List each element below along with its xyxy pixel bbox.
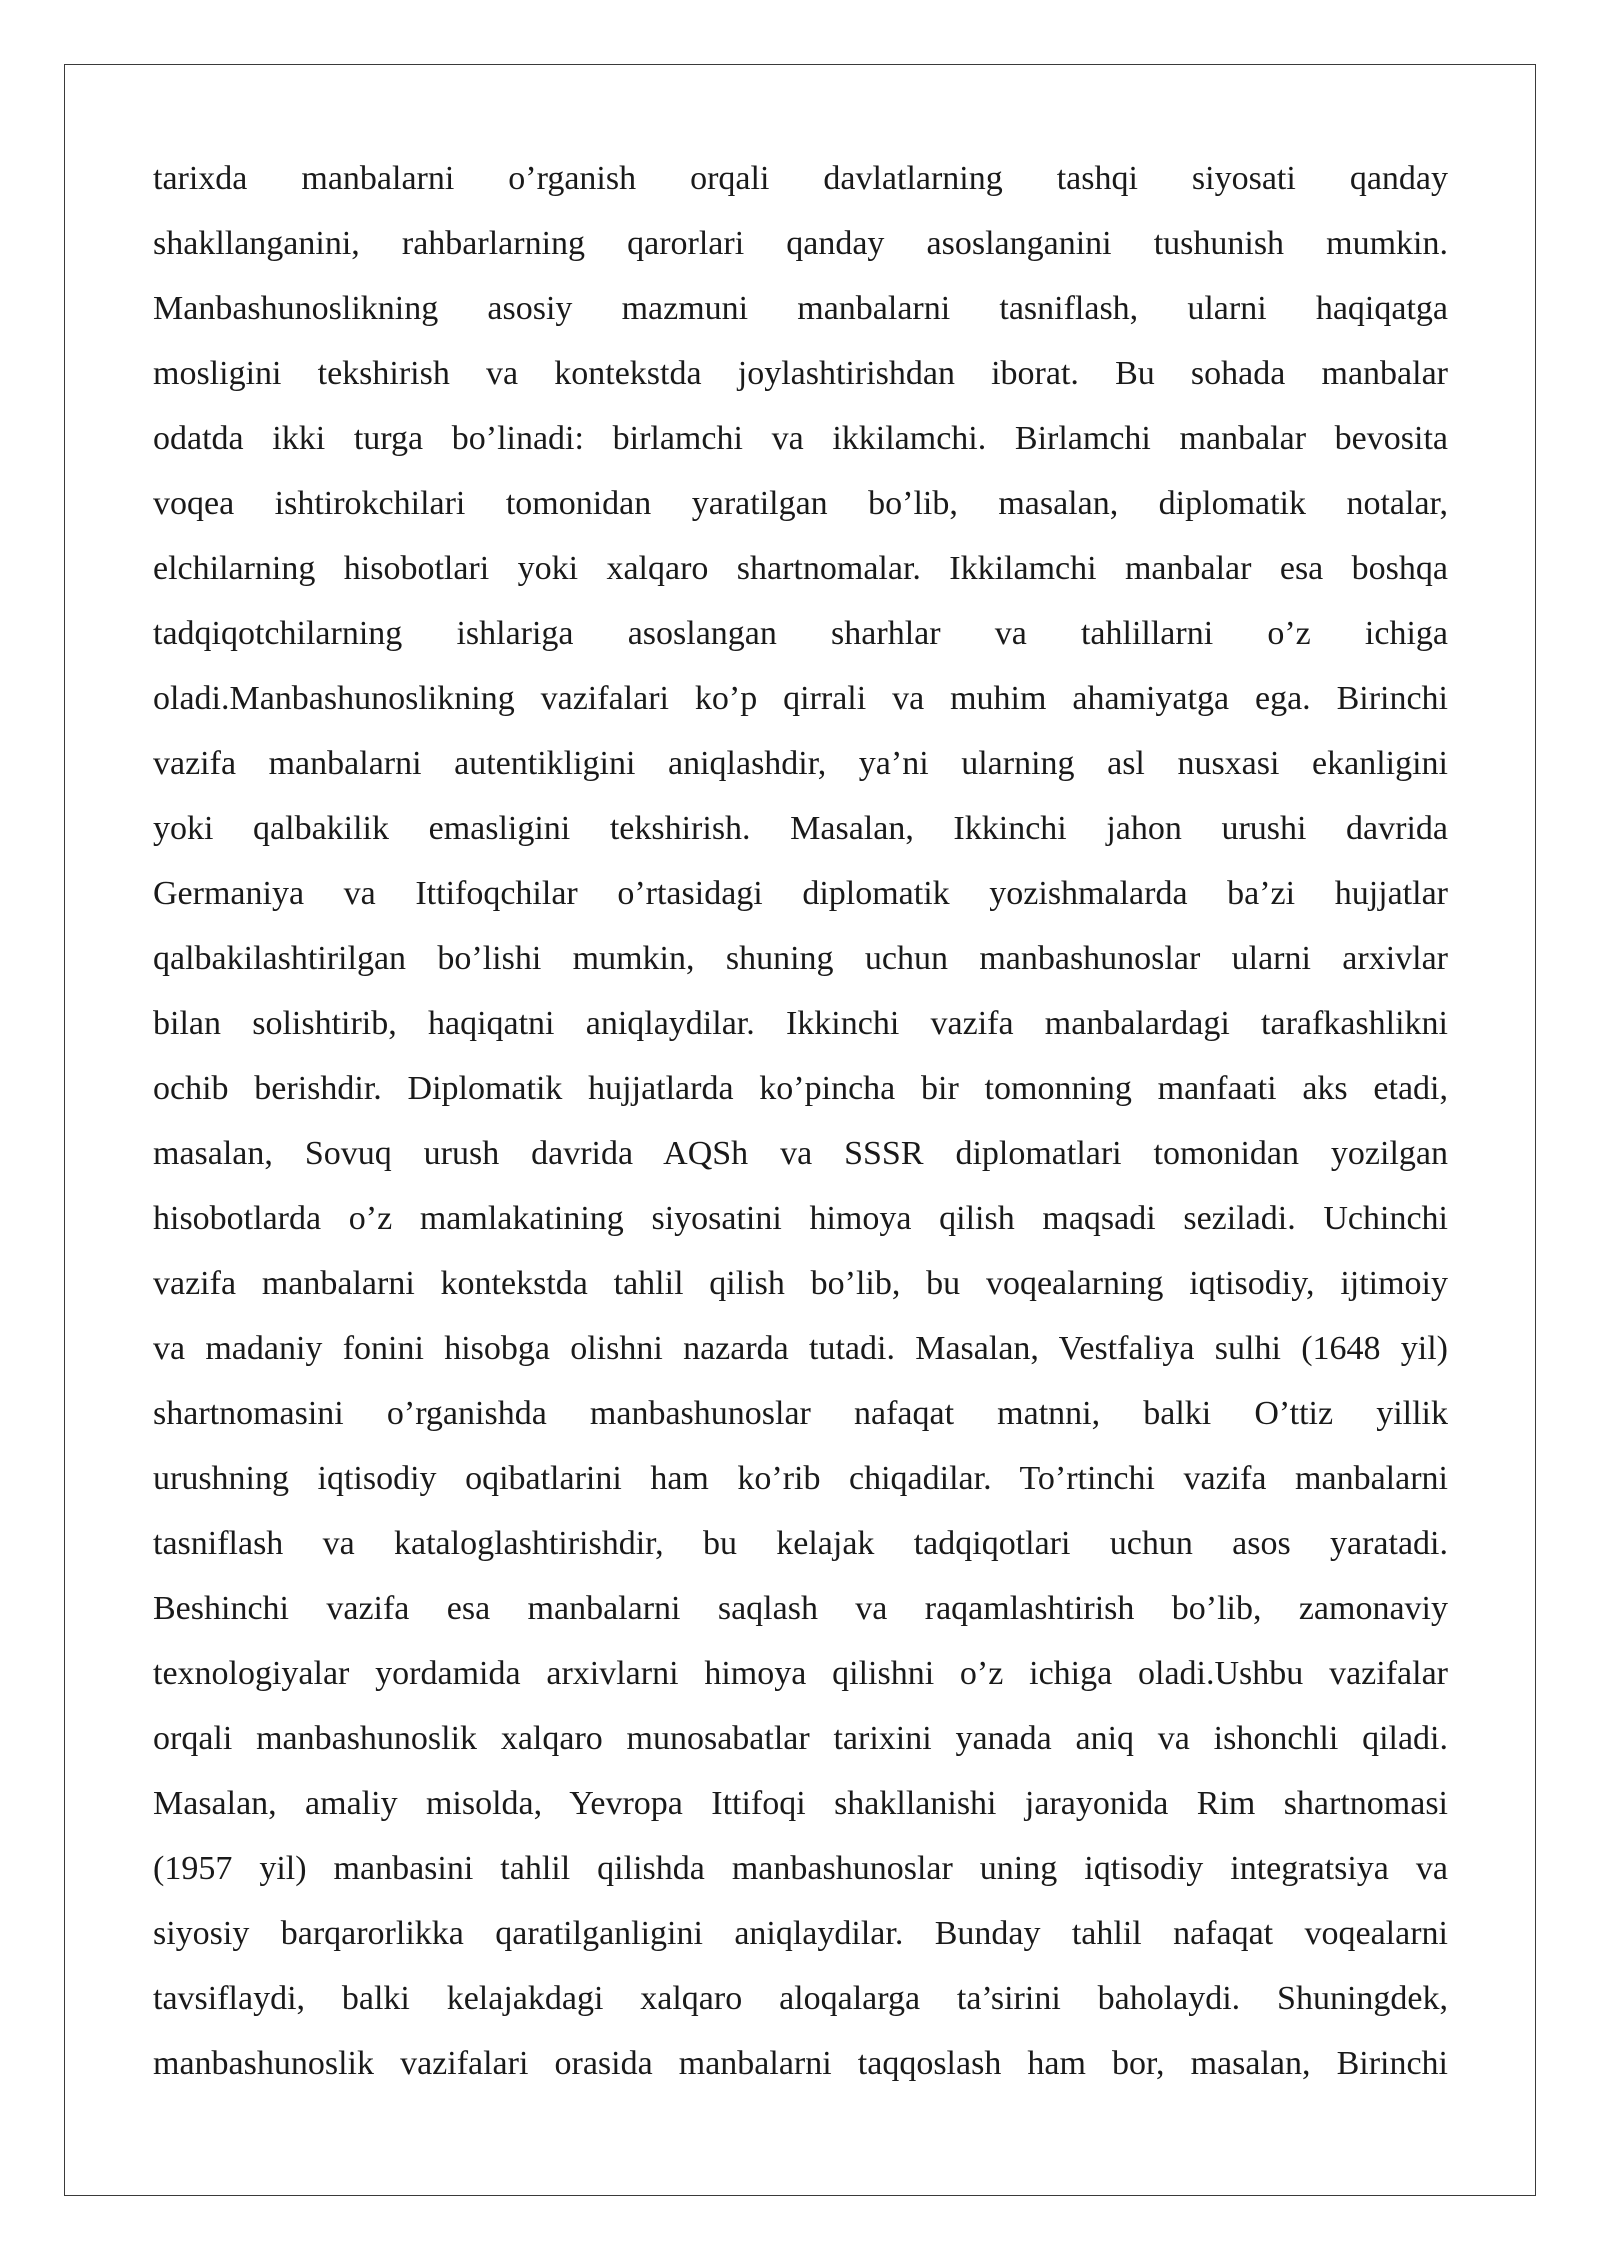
text-line: qalbakilashtirilgan bo’lishi mumkin, shuning uchun manbashunoslar ularni arxivlar bbox=[153, 940, 1448, 977]
text-line: Manbashunoslikning asosiy mazmuni manbalarni tasniflash, ularni haqiqatga bbox=[153, 290, 1448, 327]
text-line: orqali manbashunoslik xalqaro munosabatlar tarixini yanada aniq va ishonchli qiladi. bbox=[153, 1720, 1448, 1757]
text-line: elchilarning hisobotlari yoki xalqaro shartnomalar. Ikkilamchi manbalar esa boshqa bbox=[153, 550, 1448, 587]
text-line: Masalan, amaliy misolda, Yevropa Ittifoqi shakllanishi jarayonida Rim shartnomasi bbox=[153, 1785, 1448, 1822]
text-line: shartnomasini o’rganishda manbashunoslar nafaqat matnni, balki O’ttiz yillik bbox=[153, 1395, 1448, 1432]
text-line: (1957 yil) manbasini tahlil qilishda manbashunoslar uning iqtisodiy integratsiya va bbox=[153, 1850, 1448, 1887]
text-line: ochib berishdir. Diplomatik hujjatlarda ko’pincha bir tomonning manfaati aks etadi, bbox=[153, 1070, 1448, 1107]
text-line: texnologiyalar yordamida arxivlarni himoya qilishni o’z ichiga oladi.Ushbu vazifalar bbox=[153, 1655, 1448, 1692]
text-line: masalan, Sovuq urush davrida AQSh va SSSR diplomatlari tomonidan yozilgan bbox=[153, 1135, 1448, 1172]
text-line: tasniflash va kataloglashtirishdir, bu kelajak tadqiqotlari uchun asos yaratadi. bbox=[153, 1525, 1448, 1562]
text-line: oladi.Manbashunoslikning vazifalari ko’p qirrali va muhim ahamiyatga ega. Birinchi bbox=[153, 680, 1448, 717]
text-line: odatda ikki turga bo’linadi: birlamchi va ikkilamchi. Birlamchi manbalar bevosita bbox=[153, 420, 1448, 457]
text-line: tadqiqotchilarning ishlariga asoslangan sharhlar va tahlillarni o’z ichiga bbox=[153, 615, 1448, 652]
text-line: voqea ishtirokchilari tomonidan yaratilgan bo’lib, masalan, diplomatik notalar, bbox=[153, 485, 1448, 522]
text-line: yoki qalbakilik emasligini tekshirish. Masalan, Ikkinchi jahon urushi davrida bbox=[153, 810, 1448, 847]
text-line: siyosiy barqarorlikka qaratilganligini aniqlaydilar. Bunday tahlil nafaqat voqealarni bbox=[153, 1915, 1448, 1952]
text-line: urushning iqtisodiy oqibatlarini ham ko’rib chiqadilar. To’rtinchi vazifa manbalarni bbox=[153, 1460, 1448, 1497]
text-line: hisobotlarda o’z mamlakatining siyosatini himoya qilish maqsadi seziladi. Uchinchi bbox=[153, 1200, 1448, 1237]
text-line: tavsiflaydi, balki kelajakdagi xalqaro aloqalarga ta’sirini baholaydi. Shuningdek, bbox=[153, 1980, 1448, 2017]
text-line: va madaniy fonini hisobga olishni nazarda tutadi. Masalan, Vestfaliya sulhi (1648 yil) bbox=[153, 1330, 1448, 1367]
text-line: Beshinchi vazifa esa manbalarni saqlash va raqamlashtirish bo’lib, zamonaviy bbox=[153, 1590, 1448, 1627]
text-line: tarixda manbalarni o’rganish orqali davlatlarning tashqi siyosati qanday bbox=[153, 160, 1448, 197]
document-body-text bbox=[153, 146, 1448, 2096]
text-line: manbashunoslik vazifalari orasida manbalarni taqqoslash ham bor, masalan, Birinchi bbox=[153, 2045, 1448, 2082]
text-line: Germaniya va Ittifoqchilar o’rtasidagi diplomatik yozishmalarda ba’zi hujjatlar bbox=[153, 875, 1448, 912]
text-line: vazifa manbalarni kontekstda tahlil qilish bo’lib, bu voqealarning iqtisodiy, ijtimoiy bbox=[153, 1265, 1448, 1302]
text-line: mosligini tekshirish va kontekstda joylashtirishdan iborat. Bu sohada manbalar bbox=[153, 355, 1448, 392]
text-line: bilan solishtirib, haqiqatni aniqlaydilar. Ikkinchi vazifa manbalardagi tarafkashlikni bbox=[153, 1005, 1448, 1042]
text-line: shakllanganini, rahbarlarning qarorlari qanday asoslanganini tushunish mumkin. bbox=[153, 225, 1448, 262]
text-line: vazifa manbalarni autentikligini aniqlashdir, ya’ni ularning asl nusxasi ekanligini bbox=[153, 745, 1448, 782]
